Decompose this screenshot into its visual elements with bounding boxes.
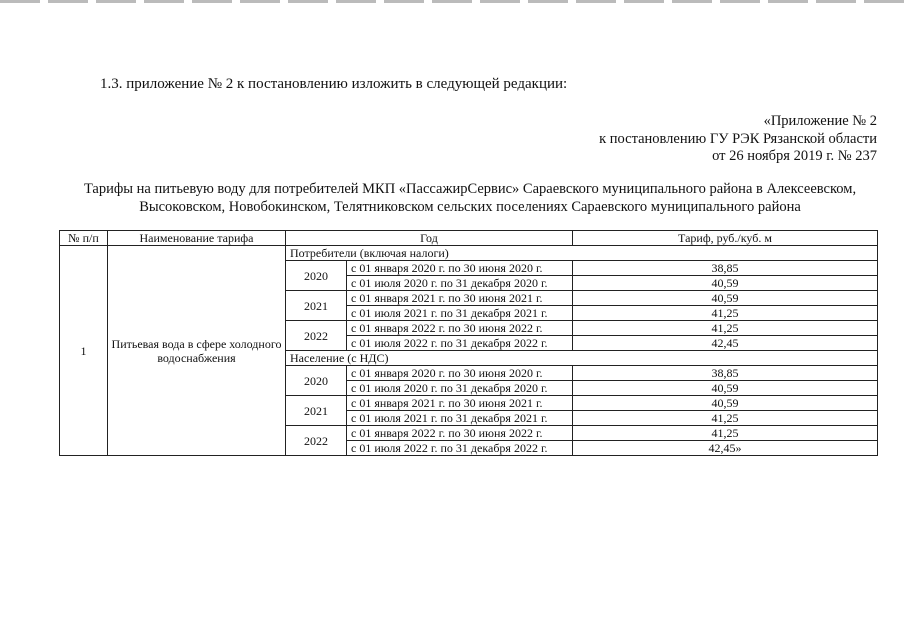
row-number: 1 bbox=[60, 246, 108, 456]
year-cell: 2021 bbox=[286, 291, 347, 321]
amendment-item-text: 1.3. приложение № 2 к постановлению изложить в следующей редакции: bbox=[100, 76, 568, 92]
table-header-row bbox=[60, 231, 878, 246]
tariff-value: 40,59 bbox=[573, 381, 878, 396]
tariff-value: 38,85 bbox=[573, 261, 878, 276]
tariff-value: 41,25 bbox=[573, 321, 878, 336]
group-label-population: Население (с НДС) bbox=[286, 351, 878, 366]
tariff-value: 41,25 bbox=[573, 426, 878, 441]
period-cell: с 01 июля 2021 г. по 31 декабря 2021 г. bbox=[347, 411, 573, 426]
tariff-value: 38,85 bbox=[573, 366, 878, 381]
tariff-value: 42,45» bbox=[573, 441, 878, 456]
appendix-block bbox=[599, 113, 877, 166]
title-line-2: Высоковском, Новобокинском, Телятниковском сельских поселениях Сараевского муниципального района bbox=[139, 199, 801, 215]
tariff-value: 40,59 bbox=[573, 396, 878, 411]
year-cell: 2020 bbox=[286, 261, 347, 291]
period-cell: с 01 января 2020 г. по 30 июня 2020 г. bbox=[347, 366, 573, 381]
period-cell: с 01 июля 2022 г. по 31 декабря 2022 г. bbox=[347, 441, 573, 456]
tariff-value: 40,59 bbox=[573, 276, 878, 291]
period-cell: с 01 января 2021 г. по 30 июня 2021 г. bbox=[347, 291, 573, 306]
header-year: Год bbox=[286, 231, 573, 246]
tariff-value: 41,25 bbox=[573, 411, 878, 426]
group-label-consumers: Потребители (включая налоги) bbox=[286, 246, 878, 261]
tariff-name: Питьевая вода в сфере холодного водоснабжения bbox=[108, 246, 286, 456]
page-top-edge bbox=[0, 0, 905, 3]
table-row bbox=[60, 246, 878, 261]
tariff-value: 41,25 bbox=[573, 306, 878, 321]
appendix-line-1: «Приложение № 2 bbox=[763, 113, 877, 129]
year-cell: 2020 bbox=[286, 366, 347, 396]
year-cell: 2022 bbox=[286, 321, 347, 351]
tariff-value: 40,59 bbox=[573, 291, 878, 306]
header-tariff: Тариф, руб./куб. м bbox=[573, 231, 878, 246]
tariff-value: 42,45 bbox=[573, 336, 878, 351]
period-cell: с 01 июля 2021 г. по 31 декабря 2021 г. bbox=[347, 306, 573, 321]
period-cell: с 01 июля 2020 г. по 31 декабря 2020 г. bbox=[347, 381, 573, 396]
period-cell: с 01 июля 2020 г. по 31 декабря 2020 г. bbox=[347, 276, 573, 291]
appendix-line-2: к постановлению ГУ РЭК Рязанской области bbox=[599, 130, 877, 147]
tariff-table bbox=[59, 230, 878, 456]
period-cell: с 01 января 2020 г. по 30 июня 2020 г. bbox=[347, 261, 573, 276]
period-cell: с 01 января 2022 г. по 30 июня 2022 г. bbox=[347, 321, 573, 336]
year-cell: 2021 bbox=[286, 396, 347, 426]
title-line-1: Тарифы на питьевую воду для потребителей МКП «ПассажирСервис» Сараевского муниципального района в Алексеевском, bbox=[83, 181, 857, 197]
year-cell: 2022 bbox=[286, 426, 347, 456]
period-cell: с 01 июля 2022 г. по 31 декабря 2022 г. bbox=[347, 336, 573, 351]
period-cell: с 01 января 2021 г. по 30 июня 2021 г. bbox=[347, 396, 573, 411]
appendix-line-3: от 26 ноября 2019 г. № 237 bbox=[712, 148, 877, 164]
header-num: № п/п bbox=[60, 231, 108, 246]
document-title bbox=[40, 180, 900, 216]
period-cell: с 01 января 2022 г. по 30 июня 2022 г. bbox=[347, 426, 573, 441]
header-name: Наименование тарифа bbox=[108, 231, 286, 246]
